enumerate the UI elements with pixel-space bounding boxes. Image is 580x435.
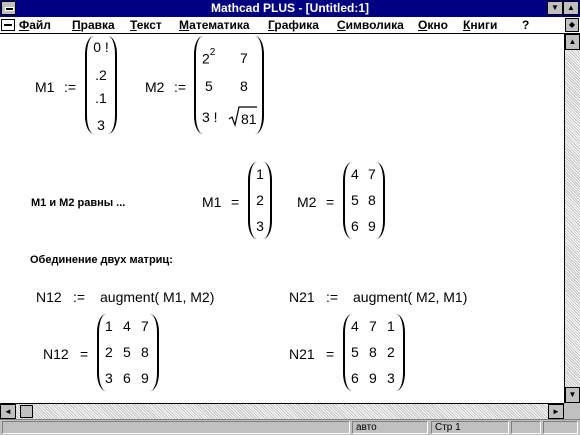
power-exponent: 2 [209, 47, 216, 58]
matrix-cell: 4 [351, 166, 359, 182]
m1-def-name[interactable]: M1 [35, 79, 55, 95]
matrix-cell: 3 [105, 370, 113, 386]
matrix-cell: 6 [123, 370, 131, 386]
matrix-cell-sqrt[interactable] [228, 107, 258, 127]
n21-augment-expression[interactable]: augment( M2, M1) [353, 289, 468, 305]
status-message-panel [2, 421, 350, 434]
n12-assign-operator: := [73, 289, 86, 305]
m2-result-matrix[interactable] [343, 162, 385, 239]
matrix-cell[interactable]: .1 [95, 90, 107, 106]
scroll-left-button[interactable] [0, 404, 16, 419]
vertical-scrollbar[interactable] [564, 34, 580, 403]
scroll-right-button[interactable] [548, 404, 564, 419]
title-bar [0, 0, 580, 17]
menu-help[interactable]: ? [522, 18, 530, 32]
scrollbar-corner [564, 403, 580, 419]
n12-result-matrix[interactable] [97, 314, 159, 391]
matrix-cell[interactable]: 3 [97, 117, 105, 133]
matrix-cell: 6 [351, 370, 359, 386]
n12-augment-expression[interactable]: augment( M1, M2) [100, 289, 215, 305]
horizontal-scroll-track[interactable] [16, 404, 548, 419]
matrix-cell: 3 [387, 370, 395, 386]
n21-eq-operator: = [326, 346, 335, 362]
m1-def-matrix[interactable] [85, 36, 117, 134]
matrix-cell[interactable]: 8 [240, 78, 248, 94]
m1-result-matrix[interactable] [248, 162, 272, 239]
maximize-button[interactable] [563, 1, 579, 15]
menu-edit[interactable]: Правка [72, 18, 115, 32]
status-extra-panel-2 [543, 421, 578, 434]
status-extra-panel [511, 421, 541, 434]
n21-eval-name[interactable]: N21 [289, 346, 315, 362]
matrix-cell: 2 [105, 344, 113, 360]
n12-def-name[interactable]: N12 [36, 289, 62, 305]
matrix-cell: 5 [351, 344, 359, 360]
matrix-cell: 8 [368, 192, 376, 208]
m2-assign-operator: := [174, 79, 187, 95]
matrix-cell[interactable]: .2 [95, 67, 107, 83]
matrix-cell: 1 [387, 318, 395, 334]
matrix-cell[interactable]: 0 ! [93, 39, 109, 55]
m2-eval-name[interactable]: M2 [297, 194, 317, 210]
matrix-cell: 8 [141, 344, 149, 360]
note-matrices-equal[interactable]: M1 и M2 равны ... [31, 197, 126, 209]
arrow-up-icon: ▲ [568, 37, 577, 46]
horizontal-scrollbar[interactable] [0, 403, 564, 419]
matrix-cell[interactable] [202, 48, 215, 67]
vertical-scroll-track[interactable] [565, 50, 580, 387]
arrow-right-icon: ► [552, 407, 560, 416]
menu-graphics[interactable]: Графика [268, 18, 319, 32]
matrix-cell: 7 [141, 318, 149, 334]
status-page-panel [431, 421, 509, 434]
matrix-cell: 2 [387, 344, 395, 360]
menu-bar [0, 17, 580, 34]
page-indicator: Стр 1 [435, 422, 461, 433]
arrow-left-icon: ◄ [4, 407, 12, 416]
n12-eq-operator: = [80, 346, 89, 362]
matrix-cell: 5 [123, 344, 131, 360]
matrix-cell[interactable]: 3 ! [202, 109, 218, 125]
minimize-button[interactable] [547, 1, 563, 15]
n21-assign-operator: := [326, 289, 339, 305]
matrix-cell: 7 [369, 318, 377, 334]
matrix-cell: 8 [369, 344, 377, 360]
m1-eq-operator: = [231, 194, 240, 210]
matrix-cell: 6 [351, 218, 359, 234]
window-title: Mathcad PLUS - [Untitled:1] [211, 1, 369, 15]
menu-symbolics[interactable]: Символика [337, 18, 404, 32]
m1-eval-name[interactable]: M1 [202, 194, 222, 210]
m1-assign-operator: := [64, 79, 77, 95]
matrix-cell: 7 [368, 166, 376, 182]
matrix-cell: 4 [123, 318, 131, 334]
menu-file[interactable]: Файл [19, 18, 51, 32]
scroll-up-button[interactable] [565, 34, 580, 50]
menu-books[interactable]: Книги [463, 18, 498, 32]
matrix-cell: 5 [351, 192, 359, 208]
matrix-cell[interactable]: 7 [240, 50, 248, 66]
maximize-icon: ▲ [567, 3, 575, 12]
matrix-cell: 1 [256, 166, 264, 182]
note-matrix-union[interactable]: Обединение двух матриц: [30, 254, 173, 266]
matrix-cell: 9 [368, 218, 376, 234]
matrix-cell: 3 [256, 218, 264, 234]
matrix-cell: 2 [256, 192, 264, 208]
restore-icon: ◆ [568, 20, 576, 29]
menu-text[interactable]: Текст [130, 18, 162, 32]
matrix-cell: 9 [141, 370, 149, 386]
worksheet[interactable] [0, 34, 564, 403]
scroll-down-button[interactable] [565, 387, 580, 403]
n21-result-matrix[interactable] [343, 314, 405, 391]
document-restore-button[interactable] [565, 18, 579, 32]
status-bar [0, 419, 580, 435]
arrow-down-icon: ▼ [568, 390, 577, 399]
n12-eval-name[interactable]: N12 [43, 346, 69, 362]
sqrt-radicand: 81 [241, 111, 257, 127]
m2-def-name[interactable]: M2 [145, 79, 165, 95]
n21-def-name[interactable]: N21 [289, 289, 315, 305]
m2-eq-operator: = [326, 194, 335, 210]
menu-window[interactable]: Окно [418, 18, 448, 32]
m2-def-matrix[interactable] [194, 36, 264, 134]
status-mode-panel [352, 421, 428, 434]
menu-math[interactable]: Математика [179, 18, 250, 32]
matrix-cell: 9 [369, 370, 377, 386]
minimize-icon: ▼ [551, 3, 559, 12]
horizontal-scroll-thumb[interactable] [20, 405, 33, 418]
document-control-menu-button[interactable] [1, 19, 15, 31]
matrix-cell: 4 [351, 318, 359, 334]
power-base: 2 [202, 50, 210, 67]
calc-mode-indicator: авто [356, 422, 377, 433]
matrix-cell: 1 [105, 318, 113, 334]
matrix-cell[interactable]: 5 [205, 78, 213, 94]
